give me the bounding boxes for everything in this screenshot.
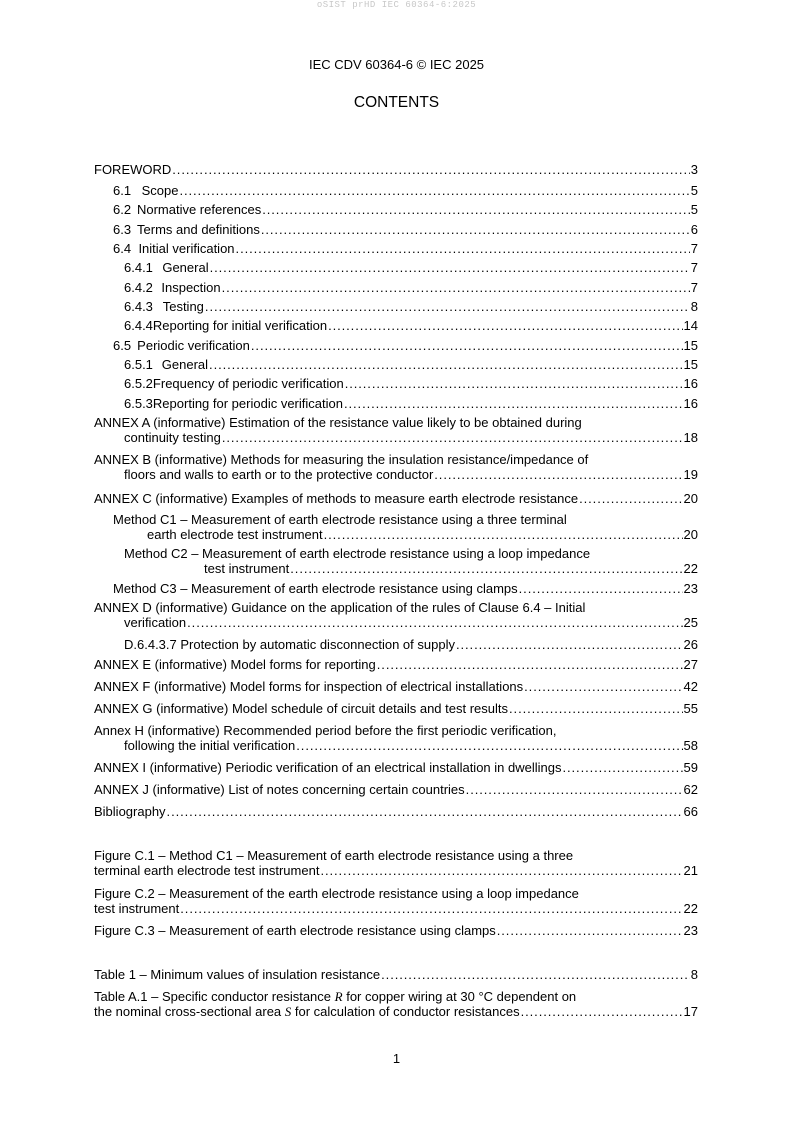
toc-entry-page: 25 xyxy=(683,615,698,630)
table-entry-page: 8 xyxy=(690,967,698,982)
toc-entry-page: 59 xyxy=(683,760,698,775)
toc-entry-number: 6.4.1 xyxy=(124,260,153,275)
toc-entry-number: 6.3 xyxy=(113,222,132,237)
toc-entry-method-c2[interactable] xyxy=(124,546,698,576)
toc-entry-label: General xyxy=(161,357,209,372)
table-entry-label: Table 1 – Minimum values of insulation resistance xyxy=(94,967,381,982)
toc-entry-6-4-1[interactable] xyxy=(124,260,698,275)
toc-entry-page: 14 xyxy=(683,318,698,333)
toc-entry-6-5-3[interactable] xyxy=(124,396,698,411)
toc-entry-annex-j[interactable] xyxy=(94,782,698,797)
toc-entry-6-4-2[interactable] xyxy=(124,280,698,295)
toc-entry-page: 20 xyxy=(683,527,698,542)
toc-entry-annex-d[interactable] xyxy=(94,600,698,630)
toc-entry-page: 5 xyxy=(690,183,698,198)
table-entry-page: 17 xyxy=(683,1004,698,1019)
toc-entry-6-4-3[interactable] xyxy=(124,299,698,314)
toc-entry-page: 22 xyxy=(683,561,698,576)
toc-entry-bibliography[interactable] xyxy=(94,804,698,819)
toc-entry-page: 26 xyxy=(683,637,698,652)
toc-entry-label: Method C2 – Measurement of earth electrode resistance using a loop impedance xyxy=(124,546,591,561)
toc-entry-label: Reporting for initial verification xyxy=(152,318,328,333)
toc-entry-page: 42 xyxy=(683,679,698,694)
toc-entry-label: Normative references xyxy=(136,202,262,217)
toc-entry-label: Periodic verification xyxy=(137,338,250,353)
toc-entry-label-continued: verification xyxy=(124,615,187,630)
toc-entry-label: D.6.4.3.7 Protection by automatic disconnection of supply xyxy=(124,637,455,652)
figure-entry-c3[interactable] xyxy=(94,923,698,938)
toc-entry-page: 20 xyxy=(683,491,698,506)
toc-entry-number: 6.1 xyxy=(113,183,132,198)
toc-entry-6-1[interactable] xyxy=(113,183,698,198)
toc-entry-6-3[interactable] xyxy=(113,222,698,237)
toc-entry-annex-g[interactable] xyxy=(94,701,698,716)
toc-entry-page: 18 xyxy=(683,430,698,445)
toc-entry-6-5[interactable] xyxy=(113,338,698,353)
page-number: 1 xyxy=(392,1051,401,1066)
figure-entry-label-continued: terminal earth electrode test instrument xyxy=(94,863,320,878)
toc-entry-page: 55 xyxy=(683,701,698,716)
figure-entry-page: 21 xyxy=(683,863,698,878)
figure-entry-page: 23 xyxy=(683,923,698,938)
toc-entry-annex-b[interactable] xyxy=(94,452,698,482)
toc-entry-annex-e[interactable] xyxy=(94,657,698,672)
toc-entry-label: FOREWORD xyxy=(94,162,172,177)
toc-entry-label-continued: test instrument xyxy=(204,561,290,576)
toc-entry-page: 7 xyxy=(690,280,698,295)
table-entry-label-continued: the nominal cross-sectional area S for calculation of conductor resistances xyxy=(94,1004,520,1019)
toc-entry-label: Inspection xyxy=(161,280,221,295)
toc-entry-page: 7 xyxy=(690,260,698,275)
toc-entry-label-continued: following the initial verification xyxy=(124,738,296,753)
toc-entry-label: Annex H (informative) Recommended period before the first periodic verification, xyxy=(94,723,557,738)
toc-entry-label: Method C3 – Measurement of earth electrode resistance using clamps xyxy=(113,581,518,596)
toc-entry-label: ANNEX I (informative) Periodic verification of an electrical installation in dwellings xyxy=(94,760,562,775)
toc-entry-page: 16 xyxy=(683,396,698,411)
toc-entry-6-5-2[interactable] xyxy=(124,376,698,391)
toc-entry-label: Terms and definitions xyxy=(137,222,260,237)
toc-entry-page: 62 xyxy=(683,782,698,797)
toc-entry-number: 6.5.3 xyxy=(124,396,153,411)
toc-entry-page: 15 xyxy=(683,338,698,353)
toc-entry-number: 6.5 xyxy=(113,338,132,353)
toc-entry-6-5-1[interactable] xyxy=(124,357,698,372)
toc-entry-label: ANNEX A (informative) Estimation of the resistance value likely to be obtained during xyxy=(94,415,582,430)
toc-entry-label: ANNEX E (informative) Model forms for reporting xyxy=(94,657,376,672)
toc-entry-label: ANNEX D (informative) Guidance on the application of the rules of Clause 6.4 – Initial xyxy=(94,600,586,615)
toc-entry-6-4-4[interactable] xyxy=(124,318,698,333)
toc-entry-foreword[interactable] xyxy=(94,162,698,177)
table-entry-a1[interactable] xyxy=(94,989,698,1019)
toc-entry-6-4[interactable] xyxy=(113,241,698,256)
toc-entry-page: 15 xyxy=(683,357,698,372)
toc-entry-label: Initial verification xyxy=(138,241,235,256)
toc-entry-method-c1[interactable] xyxy=(113,512,698,542)
figure-entry-label-continued: test instrument xyxy=(94,901,180,916)
variable-s: S xyxy=(284,1004,292,1019)
toc-entry-number: 6.5.2 xyxy=(124,376,153,391)
toc-entry-page: 19 xyxy=(683,467,698,482)
toc-entry-label: ANNEX C (informative) Examples of methods to measure earth electrode resistance xyxy=(94,491,579,506)
toc-entry-page: 6 xyxy=(690,222,698,237)
toc-entry-annex-i[interactable] xyxy=(94,760,698,775)
toc-entry-method-c3[interactable] xyxy=(113,581,698,596)
toc-entry-d-6-4-3-7[interactable] xyxy=(124,637,698,652)
figure-entry-label: Figure C.1 – Method C1 – Measurement of earth electrode resistance using a three xyxy=(94,848,574,863)
toc-entry-label-continued: floors and walls to earth or to the protective conductor xyxy=(124,467,434,482)
toc-entry-label: Reporting for periodic verification xyxy=(152,396,343,411)
toc-entry-label: Testing xyxy=(162,299,204,314)
toc-entry-annex-h[interactable] xyxy=(94,723,698,753)
toc-entry-number: 6.4.4 xyxy=(124,318,153,333)
document-header: IEC CDV 60364-6 © IEC 2025 xyxy=(308,57,485,72)
toc-entry-number: 6.4.3 xyxy=(124,299,153,314)
toc-entry-page: 16 xyxy=(683,376,698,391)
variable-r: R xyxy=(334,989,343,1004)
figure-entry-page: 22 xyxy=(683,901,698,916)
toc-entry-label: Method C1 – Measurement of earth electrode resistance using a three terminal xyxy=(113,512,567,527)
toc-entry-number: 6.4.2 xyxy=(124,280,153,295)
toc-entry-number: 6.5.1 xyxy=(124,357,153,372)
figure-entry-c1[interactable] xyxy=(94,848,698,878)
toc-entry-label-continued: continuity testing xyxy=(124,430,221,445)
toc-entry-label: Scope xyxy=(141,183,179,198)
page-title: CONTENTS xyxy=(353,94,440,111)
table-entry-label: Table A.1 – Specific conductor resistance R for copper wiring at 30 °C dependent on xyxy=(94,989,577,1004)
toc-entry-label: General xyxy=(162,260,209,275)
toc-entry-page: 58 xyxy=(683,738,698,753)
toc-entry-page: 5 xyxy=(690,202,698,217)
toc-entry-number: 6.4 xyxy=(113,241,132,256)
toc-entry-annex-c[interactable] xyxy=(94,491,698,506)
figure-entry-label: Figure C.2 – Measurement of the earth electrode resistance using a loop impedance xyxy=(94,886,579,901)
toc-entry-number: 6.2 xyxy=(113,202,132,217)
toc-entry-page: 8 xyxy=(690,299,698,314)
toc-entry-label: ANNEX B (informative) Methods for measuring the insulation resistance/impedance of xyxy=(94,452,589,467)
toc-entry-label-continued: earth electrode test instrument xyxy=(147,527,323,542)
toc-entry-label: ANNEX J (informative) List of notes concerning certain countries xyxy=(94,782,465,797)
toc-entry-page: 3 xyxy=(690,162,698,177)
toc-entry-page: 23 xyxy=(683,581,698,596)
figure-entry-c2[interactable] xyxy=(94,886,698,916)
toc-entry-label: Frequency of periodic verification xyxy=(152,376,344,391)
table-entry-1[interactable] xyxy=(94,967,698,982)
toc-entry-label: Bibliography xyxy=(94,804,166,819)
watermark: oSIST prHD IEC 60364-6:2025 xyxy=(316,0,477,10)
toc-entry-annex-a[interactable] xyxy=(94,415,698,445)
toc-entry-page: 27 xyxy=(683,657,698,672)
toc-entry-page: 66 xyxy=(683,804,698,819)
toc-entry-6-2[interactable] xyxy=(113,202,698,217)
toc-entry-label: ANNEX F (informative) Model forms for inspection of electrical installations xyxy=(94,679,524,694)
figure-entry-label: Figure C.3 – Measurement of earth electrode resistance using clamps xyxy=(94,923,496,938)
toc-entry-annex-f[interactable] xyxy=(94,679,698,694)
toc-entry-label: ANNEX G (informative) Model schedule of circuit details and test results xyxy=(94,701,509,716)
toc-entry-page: 7 xyxy=(690,241,698,256)
